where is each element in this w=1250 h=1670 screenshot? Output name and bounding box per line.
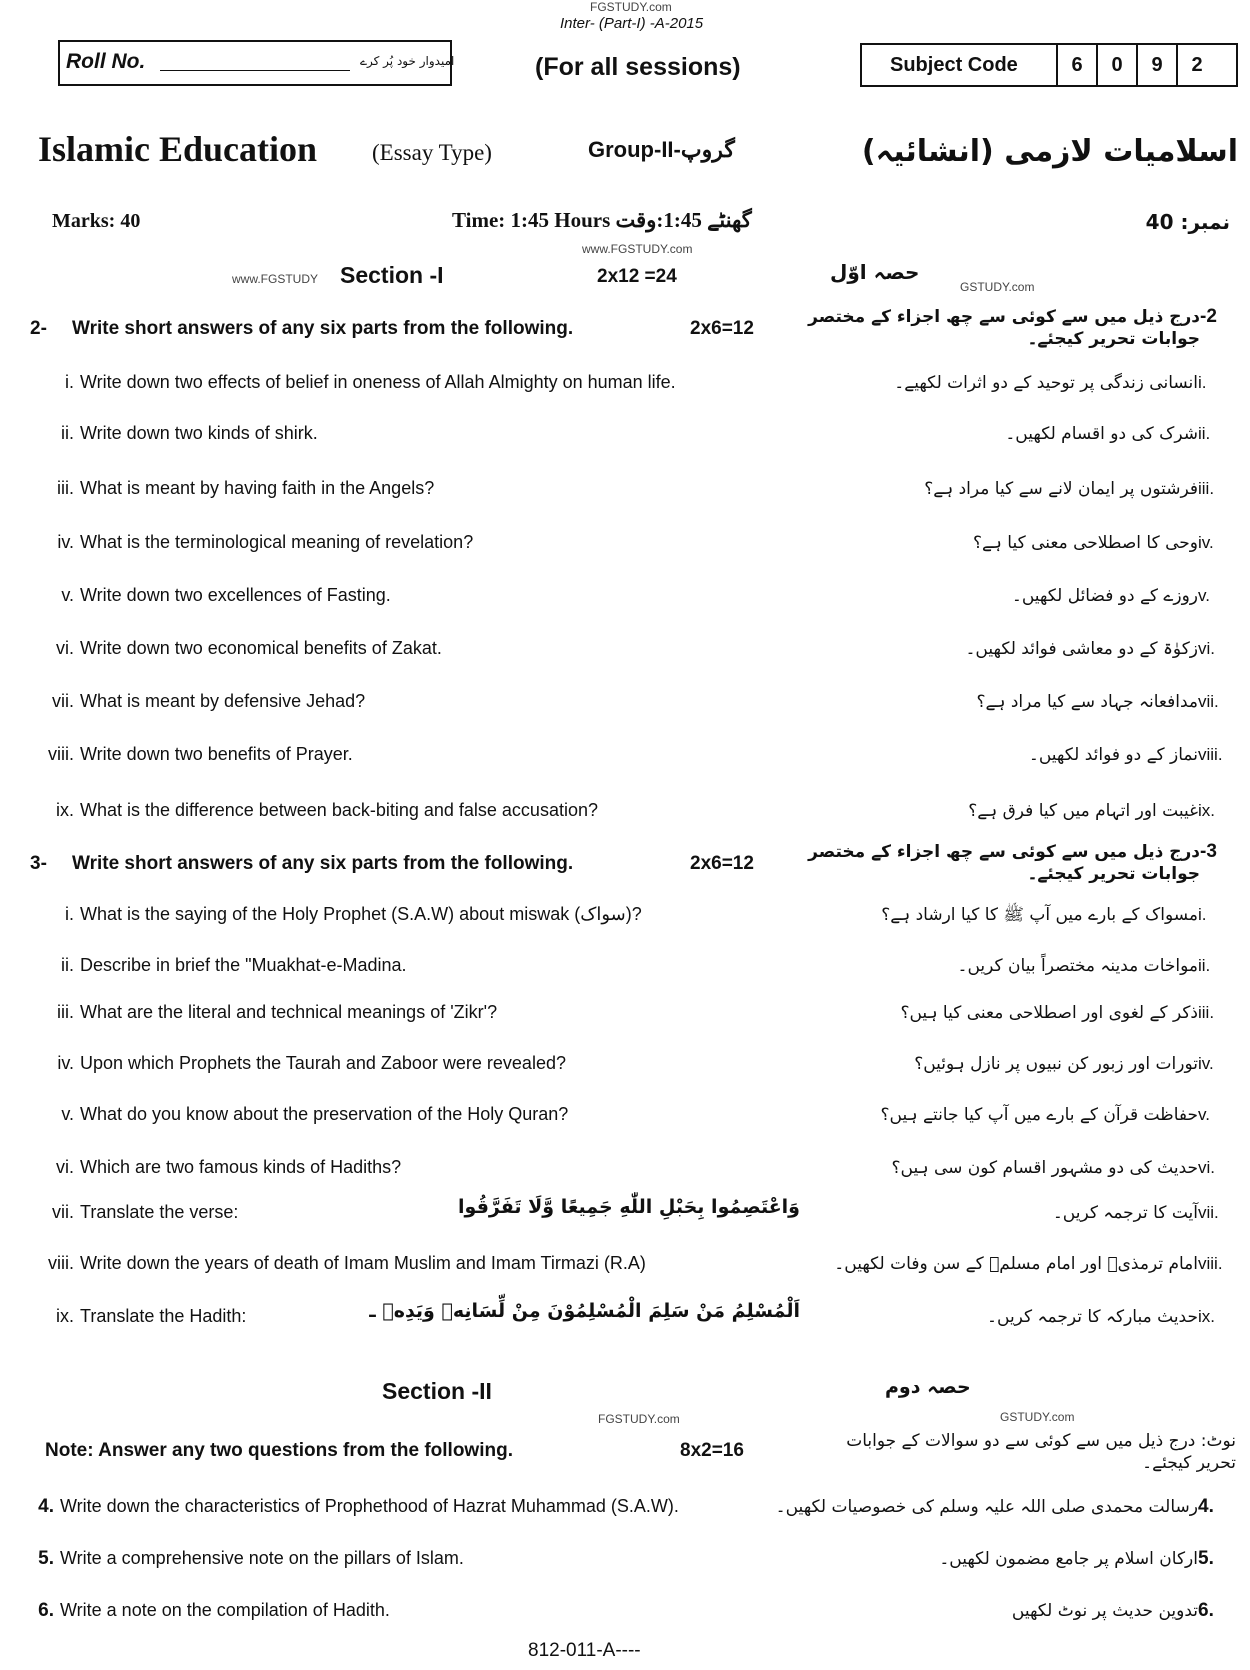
list-item bbox=[0, 1600, 390, 1622]
item-number: iii. bbox=[57, 1002, 74, 1022]
list-item bbox=[0, 585, 391, 606]
list-item-urdu bbox=[1012, 585, 1236, 606]
list-item-urdu bbox=[973, 532, 1236, 553]
item-text: What is the saying of the Holy Prophet (S.A.W) about miswak (سواک)? bbox=[80, 904, 642, 924]
section-1-title: Section -I bbox=[340, 262, 444, 288]
item-text: Translate the Hadith: bbox=[80, 1306, 247, 1326]
section-2-note-urdu-row bbox=[836, 1430, 1236, 1474]
item-number-urdu: ii. bbox=[1198, 424, 1211, 443]
list-item-urdu bbox=[894, 372, 1236, 393]
item-text: Describe in brief the "Muakhat-e-Madina. bbox=[80, 955, 407, 975]
marks-urdu: نمبر: 40 bbox=[1145, 210, 1230, 234]
q2-heading bbox=[30, 318, 573, 340]
time-label: Time: 1:45 Hours گھنٹے 1:45:وقت bbox=[452, 208, 752, 232]
item-number-urdu: iii. bbox=[1198, 479, 1215, 498]
item-text: Which are two famous kinds of Hadiths? bbox=[80, 1157, 402, 1177]
item-number: ix. bbox=[56, 800, 74, 820]
question-text-urdu: ارکان اسلام پر جامع مضمون لکھیں۔ bbox=[939, 1549, 1198, 1569]
list-item-urdu bbox=[1005, 423, 1236, 444]
list-item bbox=[0, 532, 473, 553]
item-number: viii. bbox=[48, 1253, 74, 1273]
watermark: www.FGSTUDY.com bbox=[582, 242, 693, 256]
item-text-urdu: انسانی زندگی پر توحید کے دو اثرات لکھیے۔ bbox=[894, 373, 1198, 393]
roll-no-label: Roll No. bbox=[66, 50, 146, 73]
question-heading-urdu: درج ذیل میں سے کوئی سے چھ اجزاء کے مختصر جوابات تحریر کیجئے۔ bbox=[808, 842, 1200, 884]
item-number-urdu: vii. bbox=[1198, 692, 1219, 711]
watermark: FGSTUDY.com bbox=[598, 1412, 680, 1426]
item-number: iii. bbox=[57, 478, 74, 498]
item-number-urdu: i. bbox=[1198, 373, 1207, 392]
item-number-urdu: iii. bbox=[1198, 1003, 1215, 1022]
item-text: Write down two benefits of Prayer. bbox=[80, 744, 353, 764]
item-text: Write down the years of death of Imam Muslim and Imam Tirmazi (R.A) bbox=[80, 1253, 646, 1273]
group-label: Group-II-گروپ bbox=[588, 137, 735, 162]
paper-code: Inter- (Part-I) -A-2015 bbox=[560, 15, 704, 32]
question-marks: 2x6=12 bbox=[690, 318, 754, 339]
item-number: v. bbox=[61, 585, 74, 605]
q2-heading-urdu bbox=[800, 306, 1238, 350]
roll-no-line bbox=[160, 70, 350, 71]
list-item-urdu bbox=[987, 1306, 1236, 1327]
list-item-urdu bbox=[958, 955, 1236, 976]
list-item bbox=[0, 744, 353, 765]
list-item-urdu bbox=[1029, 744, 1236, 765]
list-item-urdu bbox=[834, 1253, 1236, 1274]
item-number: vi. bbox=[56, 638, 74, 658]
item-text-urdu: حدیث مبارکہ کا ترجمہ کریں۔ bbox=[987, 1307, 1198, 1327]
roll-no-urdu: امیدوار خود پُر کرے bbox=[360, 54, 455, 68]
watermark: FGSTUDY.com bbox=[590, 0, 672, 14]
list-item bbox=[0, 904, 642, 925]
item-text: Write down two kinds of shirk. bbox=[80, 423, 318, 443]
item-text-urdu: مواخات مدینہ مختصراً بیان کریں۔ bbox=[957, 956, 1198, 976]
section-2-title: Section -II bbox=[382, 1378, 492, 1404]
item-number-urdu: iv. bbox=[1198, 1054, 1214, 1073]
item-text-urdu: روزے کے دو فضائل لکھیں۔ bbox=[1011, 586, 1198, 606]
item-number: ii. bbox=[61, 955, 74, 975]
list-item bbox=[0, 1548, 464, 1570]
item-number: iv. bbox=[57, 532, 74, 552]
subject-code-digit: 6 bbox=[1056, 45, 1096, 85]
question-number: 2- bbox=[30, 318, 47, 339]
item-number-urdu: vii. bbox=[1198, 1203, 1219, 1222]
question-heading: Write short answers of any six parts from the following. bbox=[72, 318, 574, 339]
list-item-urdu bbox=[900, 1002, 1236, 1023]
subject-code-box bbox=[860, 43, 1238, 87]
item-text-urdu: شرک کی دو اقسام لکھیں۔ bbox=[1005, 424, 1198, 444]
section-1-marks: 2x12 =24 bbox=[597, 266, 677, 287]
list-item-urdu bbox=[914, 1053, 1236, 1074]
list-item-urdu bbox=[776, 1496, 1236, 1518]
arabic-text: وَاعْتَصِمُوا بِحَبْلِ اللّٰهِ جَمِيعًا وَّلَا تَفَرَّقُوا bbox=[458, 1196, 800, 1218]
q3-heading bbox=[30, 853, 573, 875]
question-number: 3- bbox=[30, 853, 47, 874]
item-text-urdu: آیت کا ترجمہ کریں۔ bbox=[1052, 1203, 1198, 1223]
item-text: What is the terminological meaning of revelation? bbox=[80, 532, 474, 552]
list-item-urdu bbox=[976, 691, 1236, 712]
item-number: ii. bbox=[61, 423, 74, 443]
marks-label: Marks: 40 bbox=[52, 210, 141, 232]
section-2-note: Note: Answer any two questions from the following. bbox=[45, 1440, 513, 1461]
paper-type: (Essay Type) bbox=[372, 140, 492, 165]
item-number: i. bbox=[65, 372, 74, 392]
list-item-urdu bbox=[881, 1104, 1236, 1125]
list-item-urdu bbox=[968, 800, 1236, 821]
question-marks: 2x6=12 bbox=[690, 853, 754, 874]
watermark: www.FGSTUDY bbox=[232, 272, 319, 286]
list-item bbox=[0, 1157, 401, 1178]
watermark: GSTUDY.com bbox=[1000, 1410, 1075, 1424]
item-text-urdu: غیبت اور اتہام میں کیا فرق ہے؟ bbox=[968, 801, 1198, 821]
item-text-urdu: ذکر کے لغوی اور اصطلاحی معنی کیا ہیں؟ bbox=[900, 1003, 1198, 1023]
item-number-urdu: viii. bbox=[1198, 745, 1223, 764]
list-item bbox=[0, 1053, 566, 1074]
item-text: What is the difference between back-biting and false accusation? bbox=[80, 800, 598, 820]
question-number: 4. bbox=[38, 1496, 54, 1517]
question-heading-urdu: درج ذیل میں سے کوئی سے چھ اجزاء کے مختصر جوابات تحریر کیجئے۔ bbox=[808, 307, 1200, 349]
item-number-urdu: v. bbox=[1198, 1105, 1210, 1124]
list-item-urdu bbox=[924, 478, 1236, 499]
item-number: iv. bbox=[57, 1053, 74, 1073]
section-2-marks: 8x2=16 bbox=[680, 1440, 744, 1461]
question-number-urdu: -2 bbox=[1200, 306, 1217, 327]
item-number: v. bbox=[61, 1104, 74, 1124]
list-item bbox=[0, 691, 365, 712]
list-item bbox=[0, 423, 318, 444]
item-text-urdu: مدافعانہ جہاد سے کیا مراد ہے؟ bbox=[976, 692, 1198, 712]
watermark: GSTUDY.com bbox=[960, 280, 1035, 294]
item-text-urdu: امام ترمذیؒ اور امام مسلمؒ کے سن وفات لکھیں۔ bbox=[834, 1254, 1198, 1274]
list-item bbox=[0, 1496, 679, 1518]
item-text-urdu: حدیث کی دو مشہور اقسام کون سی ہیں؟ bbox=[891, 1158, 1198, 1178]
item-text-urdu: مسواک کے بارے میں آپ ﷺ کا کیا ارشاد ہے؟ bbox=[881, 905, 1198, 925]
item-text: Upon which Prophets the Taurah and Zaboor were revealed? bbox=[80, 1053, 566, 1073]
section-2-title-urdu: حصہ دوم bbox=[885, 1376, 971, 1398]
question-number-urdu: 6. bbox=[1198, 1600, 1214, 1621]
item-text-urdu: نماز کے دو فوائد لکھیں۔ bbox=[1028, 745, 1198, 765]
item-text-urdu: تورات اور زبور کن نبیوں پر نازل ہوئیں؟ bbox=[914, 1054, 1198, 1074]
list-item bbox=[0, 1202, 238, 1223]
question-number-urdu: 5. bbox=[1198, 1548, 1214, 1569]
item-text: What are the literal and technical meanings of 'Zikr'? bbox=[80, 1002, 498, 1022]
subject-code-label: Subject Code bbox=[890, 54, 1018, 76]
question-number: 6. bbox=[38, 1600, 54, 1621]
item-number: vii. bbox=[52, 691, 74, 711]
item-number-urdu: i. bbox=[1198, 905, 1207, 924]
item-text: Write down two excellences of Fasting. bbox=[80, 585, 391, 605]
item-number-urdu: ii. bbox=[1198, 956, 1211, 975]
list-item bbox=[0, 1002, 497, 1023]
item-number: i. bbox=[65, 904, 74, 924]
subject-title-urdu: اسلامیات لازمی (انشائیہ) bbox=[861, 134, 1238, 169]
list-item bbox=[0, 372, 676, 393]
item-number-urdu: viii. bbox=[1198, 1254, 1223, 1273]
question-number-urdu: 4. bbox=[1198, 1496, 1214, 1517]
footer-code: 812-011-A---- bbox=[528, 1640, 641, 1661]
list-item bbox=[0, 1306, 246, 1327]
list-item-urdu bbox=[892, 1157, 1237, 1178]
question-text: Write a comprehensive note on the pillars of Islam. bbox=[60, 1548, 464, 1568]
section-1-title-urdu: حصہ اوّل bbox=[830, 260, 920, 284]
item-text-urdu: وحی کا اصطلاحی معنی کیا ہے؟ bbox=[972, 533, 1198, 553]
item-text: Translate the verse: bbox=[80, 1202, 239, 1222]
item-text-urdu: حفاظت قرآن کے بارے میں آپ کیا جانتے ہیں؟ bbox=[880, 1105, 1198, 1125]
arabic-text: اَلْمُسْلِمُ مَنْ سَلِمَ الْمُسْلِمُوْنَ مِنْ لِّسَانِهٖ وَيَدِهٖ ـ bbox=[369, 1300, 800, 1322]
item-number-urdu: iv. bbox=[1198, 533, 1214, 552]
item-text-urdu: زکوٰۃ کے دو معاشی فوائد لکھیں۔ bbox=[965, 639, 1198, 659]
item-number-urdu: vi. bbox=[1198, 639, 1215, 658]
item-number-urdu: ix. bbox=[1198, 1307, 1215, 1326]
q3-heading-urdu bbox=[800, 841, 1238, 885]
subject-code-digit: 9 bbox=[1136, 45, 1176, 85]
question-number-urdu: -3 bbox=[1200, 841, 1217, 862]
list-item-urdu bbox=[939, 1548, 1236, 1570]
item-text: What is meant by defensive Jehad? bbox=[80, 691, 366, 711]
subject-title: Islamic Education bbox=[38, 129, 318, 169]
question-text-urdu: رسالت محمدی صلی اللہ علیہ وسلم کی خصوصیات لکھیں۔ bbox=[775, 1497, 1198, 1517]
item-text: What do you know about the preservation of the Holy Quran? bbox=[80, 1104, 569, 1124]
list-item bbox=[0, 1104, 568, 1125]
subject-code-digit: 0 bbox=[1096, 45, 1136, 85]
item-number: ix. bbox=[56, 1306, 74, 1326]
list-item bbox=[0, 478, 434, 499]
item-text: Write down two economical benefits of Zakat. bbox=[80, 638, 442, 658]
item-number: vi. bbox=[56, 1157, 74, 1177]
question-text: Write a note on the compilation of Hadith. bbox=[60, 1600, 390, 1620]
list-item bbox=[0, 1253, 646, 1274]
list-item bbox=[0, 638, 442, 659]
item-number-urdu: vi. bbox=[1198, 1158, 1215, 1177]
question-text: Write down the characteristics of Prophethood of Hazrat Muhammad (S.A.W). bbox=[60, 1496, 679, 1516]
list-item-urdu bbox=[965, 638, 1236, 659]
question-heading: Write short answers of any six parts from the following. bbox=[72, 853, 574, 874]
item-text: Write down two effects of belief in oneness of Allah Almighty on human life. bbox=[80, 372, 676, 392]
subject-code-digit: 2 bbox=[1176, 45, 1216, 85]
item-number-urdu: ix. bbox=[1198, 801, 1215, 820]
item-number-urdu: v. bbox=[1198, 586, 1210, 605]
list-item-urdu bbox=[1053, 1202, 1236, 1223]
sessions-label: (For all sessions) bbox=[535, 53, 741, 81]
item-text: What is meant by having faith in the Angels? bbox=[80, 478, 435, 498]
list-item bbox=[0, 955, 407, 976]
roll-no-box[interactable] bbox=[58, 40, 455, 86]
item-text-urdu: فرشتوں پر ایمان لانے سے کیا مراد ہے؟ bbox=[924, 479, 1198, 499]
question-number: 5. bbox=[38, 1548, 54, 1569]
section-2-note-urdu: نوٹ: درج ذیل میں سے کوئی سے دو سوالات کے جوابات تحریر کیجئے۔ bbox=[846, 1431, 1236, 1473]
list-item bbox=[0, 800, 598, 821]
question-text-urdu: تدوین حدیث پر نوٹ لکھیں bbox=[1011, 1601, 1198, 1621]
item-number: viii. bbox=[48, 744, 74, 764]
list-item-urdu bbox=[881, 904, 1236, 929]
item-number: vii. bbox=[52, 1202, 74, 1222]
list-item-urdu bbox=[1012, 1600, 1236, 1622]
